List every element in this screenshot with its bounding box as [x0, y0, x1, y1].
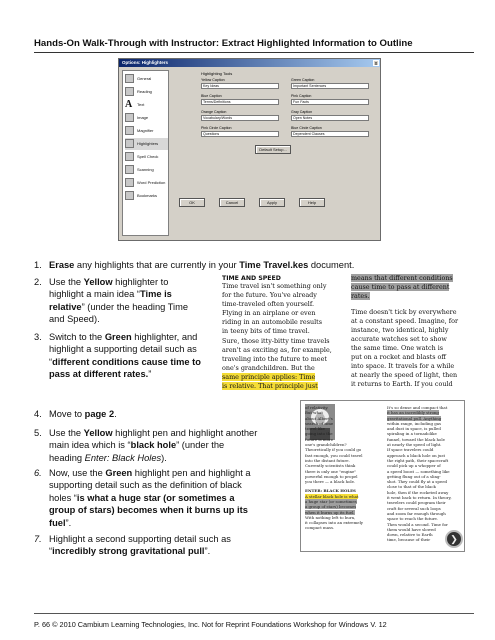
- general-icon: [125, 74, 134, 83]
- text-line: craft for several such loops: [387, 505, 441, 511]
- text-line: and zoom far enough through: [387, 510, 446, 516]
- help-button[interactable]: Help: [299, 198, 325, 207]
- bookmark-icon: [125, 191, 134, 200]
- page-footer: P. 66 © 2010 Cambium Learning Technologies, Inc. Not for Reprint Foundations Workshop for Windows V. 12: [34, 620, 387, 629]
- green-caption-input[interactable]: Important Sentences: [291, 83, 369, 89]
- text-line: instance, two identical, highly: [351, 325, 449, 334]
- sidebar-item-image[interactable]: Image: [125, 112, 168, 124]
- article2-right-column: [387, 405, 463, 543]
- text-line: it returns to Earth. If you could: [351, 380, 453, 389]
- article-right-column: [351, 274, 476, 390]
- yellow-caption-input[interactable]: Key Ideas: [201, 83, 279, 89]
- text-line: traveling into the future to meet: [222, 354, 327, 363]
- group-label: Highlighting Tools: [201, 71, 233, 76]
- text-line: A stellar black hole is what: [305, 493, 359, 499]
- cancel-button[interactable]: Cancel: [219, 198, 245, 207]
- text-line: space to reach the future.: [387, 516, 439, 522]
- text-line: Sure, those itty-bitty time travels: [222, 336, 330, 345]
- text-line: them would have slowed: [387, 526, 436, 532]
- field-label: Pink Circle Caption: [201, 126, 232, 130]
- text-line: Flying in an airplane or even: [222, 309, 316, 318]
- text-line: within range, including gas: [387, 420, 442, 426]
- apply-button[interactable]: Apply: [259, 198, 285, 207]
- dialog-title: Options: Highlighters: [122, 60, 168, 65]
- text-line: ENTER: BLACK HOLES: [305, 488, 356, 494]
- text-line: Time doesn't tick by everywhere: [351, 307, 457, 316]
- text-line: could pick up a whopper of: [387, 463, 441, 469]
- text-line: getting flung out of a sling-: [387, 473, 441, 479]
- orange-caption-input[interactable]: Vocabulary/Words: [201, 115, 279, 121]
- text-line: is relative. That principle just: [222, 382, 318, 391]
- article-time-and-speed: [222, 274, 476, 391]
- field-label: Yellow Caption: [201, 78, 225, 82]
- word-prediction-icon: [125, 178, 134, 187]
- text-line: compact mass.: [305, 525, 335, 531]
- text-line: it has an incredibly strong: [387, 410, 439, 416]
- text-line: rates.: [351, 292, 370, 301]
- reading-icon: [125, 87, 134, 96]
- spell-check-icon: [125, 152, 134, 161]
- dialog-titlebar: [119, 59, 380, 67]
- text-line: accurate watches set to show: [351, 334, 447, 343]
- text-line: If space travelers could: [387, 447, 434, 453]
- text-line: down, relative to Earth: [387, 532, 433, 538]
- text-line: approach a black hole on just: [387, 452, 446, 458]
- sidebar-item-word-prediction[interactable]: Word Prediction: [125, 177, 168, 189]
- text-line: you there — a black hole.: [305, 479, 356, 485]
- text-line: same principle applies: Time: [222, 372, 316, 381]
- highlighters-panel: [199, 70, 374, 180]
- text-line: at nearly the speed of light, then: [351, 371, 458, 380]
- dialog-sidebar: [122, 70, 169, 236]
- text-line: one's grandchildren?: [305, 442, 347, 448]
- text-line: for the future. You've already: [222, 291, 317, 300]
- text-line: Theoretically if you could go: [305, 447, 362, 453]
- text-line: there is only one "engine": [305, 468, 357, 474]
- blue-circle-caption-input[interactable]: Dependent Clauses: [291, 131, 369, 137]
- options-dialog: [118, 58, 381, 241]
- text-line: going into the: [305, 431, 333, 437]
- text-line: and dust in space, is pulled: [387, 426, 441, 432]
- text-line: fast enough, you could travel: [305, 452, 363, 458]
- text-line: at nearly the speed of light.: [387, 442, 442, 448]
- text-line: put on a rocket and blasts off: [351, 353, 446, 362]
- text-icon: A: [125, 99, 133, 111]
- blue-caption-input[interactable]: Terms/Definitions: [201, 99, 279, 105]
- text-line: into space. It travels for a while: [351, 362, 455, 371]
- text-line: in teeny bits of time travel.: [222, 327, 310, 336]
- field-label: Orange Caption: [201, 110, 227, 114]
- sidebar-item-spell-check[interactable]: Spell Check: [125, 151, 168, 163]
- text-line: at a constant speed. Imagine, for: [351, 316, 459, 325]
- text-line: about Albert's: [305, 415, 333, 421]
- text-line: aren't as exciting as, for example,: [222, 345, 332, 354]
- text-line: It's so dense and compact that: [387, 405, 448, 410]
- text-line: shot. They could fly at a speed: [387, 479, 448, 485]
- gray-caption-input[interactable]: Open Notes: [291, 115, 369, 121]
- sidebar-item-general[interactable]: General: [125, 73, 168, 85]
- text-line: But what: [305, 410, 323, 416]
- text-line: riding in an automobile results: [222, 318, 322, 327]
- field-label: Gray Caption: [291, 110, 313, 114]
- next-arrow-icon[interactable]: ❯: [445, 530, 463, 548]
- close-button[interactable]: x: [374, 61, 378, 67]
- text-line: cause time to pass at different: [351, 283, 450, 292]
- footer-rule: [34, 613, 474, 614]
- pink-circle-caption-input[interactable]: Questions: [201, 131, 279, 137]
- text-line: into the distant future.: [305, 457, 350, 463]
- text-line: hole, then if the rocketed away: [387, 489, 449, 495]
- text-line: powerful enough to propel: [305, 473, 358, 479]
- sidebar-item-magnifier[interactable]: Magnifier: [125, 125, 168, 137]
- pink-caption-input[interactable]: Fun Facts: [291, 99, 369, 105]
- text-line: it collapses into an extremely: [305, 520, 364, 526]
- field-label: Blue Caption: [201, 94, 222, 98]
- text-line: a huge star (or sometimes: [305, 498, 357, 504]
- article2-left-column: [305, 405, 383, 531]
- scanner-icon: [125, 165, 134, 174]
- text-line: Currently scientists think: [305, 463, 356, 469]
- text-line: time-traveled often yourself.: [222, 300, 314, 309]
- text-line: of relativity.: [305, 405, 329, 410]
- text-line: the same time. One watch is: [351, 344, 444, 353]
- text-line: a group of stars) becomes: [305, 504, 357, 510]
- text-line: close to that of the black: [387, 484, 436, 490]
- text-line: spiraling in a tornadolike: [387, 431, 437, 437]
- article-black-holes: [300, 400, 465, 552]
- sidebar-item-reading[interactable]: Reading: [125, 86, 168, 98]
- text-line: Time travel isn't something only: [222, 282, 327, 290]
- magnifier-icon: [125, 126, 134, 135]
- ok-button[interactable]: OK: [179, 198, 205, 207]
- sidebar-item-highlighters[interactable]: Highlighters: [125, 138, 168, 150]
- article-left-column: [222, 282, 348, 391]
- highlighter-icon: [125, 139, 134, 148]
- text-line: travelers could program their: [387, 500, 446, 506]
- text-line: search of time: [305, 420, 334, 426]
- text-line: it went back to return. In theory,: [387, 495, 452, 501]
- field-label: Green Caption: [291, 78, 315, 82]
- text-line: one's grandchildren. But the: [222, 363, 315, 372]
- default-setup-button[interactable]: Default Setup...: [255, 145, 291, 154]
- field-label: Blue Circle Caption: [291, 126, 322, 130]
- text-line: With nothing left to burn,: [305, 514, 356, 520]
- text-line: Then would a second. Time for: [387, 521, 448, 527]
- article-heading: TIME AND SPEED: [222, 275, 281, 282]
- sidebar-item-scanning[interactable]: Scanning: [125, 164, 168, 176]
- text-line: funnel, toward the black hole: [387, 436, 445, 442]
- field-label: Pink Caption: [291, 94, 312, 98]
- text-line: a speed boost — something like: [387, 468, 450, 474]
- text-line: time, because of their: [387, 537, 431, 543]
- title-rule: [34, 52, 474, 53]
- image-icon: [125, 113, 134, 122]
- text-line: the right path, their spacecraft: [387, 457, 449, 463]
- text-line: travel like: [305, 426, 325, 432]
- text-line: when it burns up its fuel.: [305, 509, 355, 515]
- sidebar-item-bookmarks[interactable]: Bookmarks: [125, 190, 168, 202]
- text-line: future is more: [305, 436, 334, 442]
- text-line: gravitational pull. Anything: [387, 415, 442, 421]
- page-title: Hands-On Walk-Through with Instructor: Extract Highlighted Information to Outline: [34, 38, 413, 49]
- text-line: means that different conditions: [351, 274, 453, 282]
- sidebar-item-text[interactable]: A Text: [125, 99, 145, 111]
